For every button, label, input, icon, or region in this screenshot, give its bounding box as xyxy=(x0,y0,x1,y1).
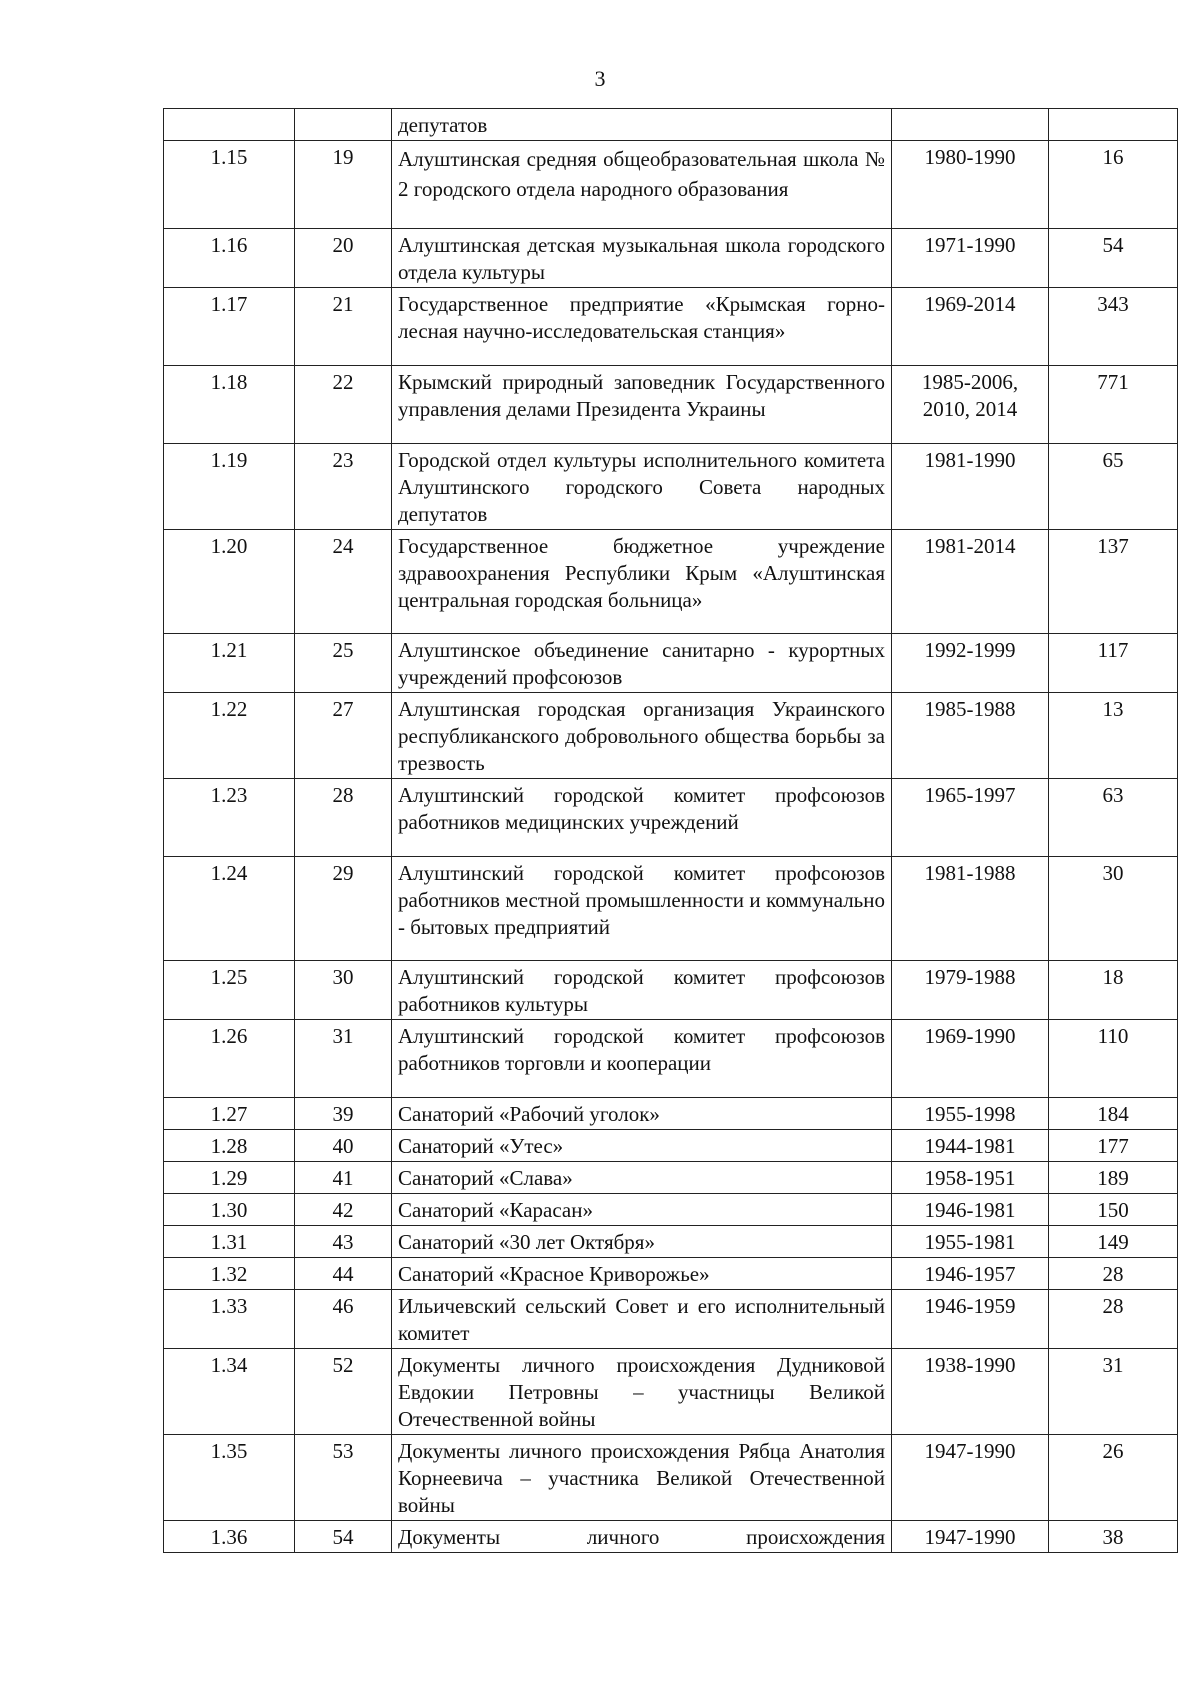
fund-name-cell: Документы личного происхождения Рябца Анатолия Корнеевича – участника Великой Отечественной войны xyxy=(392,1435,892,1521)
fund-number-cell: 22 xyxy=(295,366,392,444)
row-number-cell xyxy=(164,109,295,141)
row-number-cell: 1.15 xyxy=(164,141,295,229)
row-number-cell: 1.20 xyxy=(164,530,295,634)
fund-name-cell: Алуштинская средняя общеобразовательная школа № 2 городского отдела народного образования xyxy=(392,141,892,229)
row-number-cell: 1.26 xyxy=(164,1020,295,1098)
date-range-cell: 1958-1951 xyxy=(892,1162,1049,1194)
row-number-cell: 1.25 xyxy=(164,961,295,1020)
row-number-cell: 1.27 xyxy=(164,1098,295,1130)
date-range-cell: 1981-1988 xyxy=(892,857,1049,961)
table-row xyxy=(164,1435,1178,1521)
file-count-cell: 343 xyxy=(1049,288,1178,366)
file-count-cell: 28 xyxy=(1049,1258,1178,1290)
file-count-cell: 110 xyxy=(1049,1020,1178,1098)
fund-name-cell: Санаторий «Рабочий уголок» xyxy=(392,1098,892,1130)
date-range-cell: 1947-1990 xyxy=(892,1435,1049,1521)
fund-name-cell: Санаторий «Слава» xyxy=(392,1162,892,1194)
file-count-cell: 38 xyxy=(1049,1521,1178,1553)
file-count-cell: 31 xyxy=(1049,1349,1178,1435)
fund-number-cell: 41 xyxy=(295,1162,392,1194)
fund-number-cell: 46 xyxy=(295,1290,392,1349)
fund-number-cell: 29 xyxy=(295,857,392,961)
fund-name-cell: Алуштинский городской комитет профсоюзов работников культуры xyxy=(392,961,892,1020)
date-range-cell: 1965-1997 xyxy=(892,779,1049,857)
table-row xyxy=(164,1226,1178,1258)
date-range-cell: 1955-1981 xyxy=(892,1226,1049,1258)
table-row xyxy=(164,857,1178,961)
table-body xyxy=(164,109,1178,1553)
page-number: 3 xyxy=(594,66,606,91)
file-count-cell: 150 xyxy=(1049,1194,1178,1226)
file-count-cell: 184 xyxy=(1049,1098,1178,1130)
fund-number-cell: 23 xyxy=(295,444,392,530)
file-count-cell: 149 xyxy=(1049,1226,1178,1258)
fund-name-cell: Санаторий «30 лет Октября» xyxy=(392,1226,892,1258)
fund-name-cell: Ильичевский сельский Совет и его исполнительный комитет xyxy=(392,1290,892,1349)
fund-number-cell xyxy=(295,109,392,141)
row-number-cell: 1.28 xyxy=(164,1130,295,1162)
fund-name-cell: Алуштинский городской комитет профсоюзов работников местной промышленности и коммунально - бытовых предприятий xyxy=(392,857,892,961)
fund-name-cell: Санаторий «Карасан» xyxy=(392,1194,892,1226)
fund-name-cell: депутатов xyxy=(392,109,892,141)
file-count-cell: 137 xyxy=(1049,530,1178,634)
date-range-cell: 1944-1981 xyxy=(892,1130,1049,1162)
row-number-cell: 1.31 xyxy=(164,1226,295,1258)
fund-number-cell: 24 xyxy=(295,530,392,634)
row-number-cell: 1.22 xyxy=(164,693,295,779)
fund-number-cell: 42 xyxy=(295,1194,392,1226)
table-row xyxy=(164,366,1178,444)
fund-name-cell: Крымский природный заповедник Государственного управления делами Президента Украины xyxy=(392,366,892,444)
row-number-cell: 1.33 xyxy=(164,1290,295,1349)
table-row xyxy=(164,1130,1178,1162)
table-row xyxy=(164,288,1178,366)
file-count-cell: 771 xyxy=(1049,366,1178,444)
table-row xyxy=(164,141,1178,229)
fund-number-cell: 44 xyxy=(295,1258,392,1290)
table-row xyxy=(164,1349,1178,1435)
row-number-cell: 1.30 xyxy=(164,1194,295,1226)
fund-name-cell: Санаторий «Утес» xyxy=(392,1130,892,1162)
row-number-cell: 1.24 xyxy=(164,857,295,961)
table-row xyxy=(164,1020,1178,1098)
fund-number-cell: 43 xyxy=(295,1226,392,1258)
file-count-cell: 13 xyxy=(1049,693,1178,779)
date-range-cell: 1981-1990 xyxy=(892,444,1049,530)
table-row xyxy=(164,1194,1178,1226)
date-range-cell: 1969-1990 xyxy=(892,1020,1049,1098)
fund-name-cell: Городской отдел культуры исполнительного комитета Алуштинского городского Совета народных депутатов xyxy=(392,444,892,530)
fund-number-cell: 28 xyxy=(295,779,392,857)
fund-name-cell: Документы личного происхождения Дудниковой Евдокии Петровны – участницы Великой Отечественной войны xyxy=(392,1349,892,1435)
date-range-cell: 1955-1998 xyxy=(892,1098,1049,1130)
file-count-cell: 117 xyxy=(1049,634,1178,693)
row-number-cell: 1.19 xyxy=(164,444,295,530)
file-count-cell: 16 xyxy=(1049,141,1178,229)
file-count-cell: 18 xyxy=(1049,961,1178,1020)
row-number-cell: 1.35 xyxy=(164,1435,295,1521)
file-count-cell: 63 xyxy=(1049,779,1178,857)
fund-number-cell: 54 xyxy=(295,1521,392,1553)
row-number-cell: 1.17 xyxy=(164,288,295,366)
date-range-cell: 1979-1988 xyxy=(892,961,1049,1020)
file-count-cell: 26 xyxy=(1049,1435,1178,1521)
table-row xyxy=(164,634,1178,693)
date-range-cell: 1971-1990 xyxy=(892,229,1049,288)
table-row xyxy=(164,1098,1178,1130)
table-row xyxy=(164,109,1178,141)
file-count-cell: 28 xyxy=(1049,1290,1178,1349)
date-range-cell: 1946-1959 xyxy=(892,1290,1049,1349)
fund-name-cell: Государственное бюджетное учреждение здравоохранения Республики Крым «Алуштинская центральная городская больница» xyxy=(392,530,892,634)
file-count-cell: 189 xyxy=(1049,1162,1178,1194)
fund-number-cell: 20 xyxy=(295,229,392,288)
row-number-cell: 1.21 xyxy=(164,634,295,693)
table-row xyxy=(164,1258,1178,1290)
row-number-cell: 1.29 xyxy=(164,1162,295,1194)
date-range-cell: 1969-2014 xyxy=(892,288,1049,366)
date-range-cell: 1985-2006, 2010, 2014 xyxy=(892,366,1049,444)
fund-number-cell: 21 xyxy=(295,288,392,366)
fund-number-cell: 52 xyxy=(295,1349,392,1435)
fund-number-cell: 19 xyxy=(295,141,392,229)
row-number-cell: 1.34 xyxy=(164,1349,295,1435)
row-number-cell: 1.36 xyxy=(164,1521,295,1553)
table-row xyxy=(164,693,1178,779)
fund-name-cell: Санаторий «Красное Криворожье» xyxy=(392,1258,892,1290)
fund-number-cell: 39 xyxy=(295,1098,392,1130)
table-row xyxy=(164,961,1178,1020)
fund-number-cell: 53 xyxy=(295,1435,392,1521)
table-row xyxy=(164,1521,1178,1553)
table-row xyxy=(164,229,1178,288)
file-count-cell: 30 xyxy=(1049,857,1178,961)
date-range-cell: 1947-1990 xyxy=(892,1521,1049,1553)
file-count-cell: 177 xyxy=(1049,1130,1178,1162)
fund-name-cell: Алуштинский городской комитет профсоюзов работников торговли и кооперации xyxy=(392,1020,892,1098)
table-row xyxy=(164,1290,1178,1349)
date-range-cell: 1980-1990 xyxy=(892,141,1049,229)
date-range-cell: 1946-1981 xyxy=(892,1194,1049,1226)
fund-name-cell: Алуштинская городская организация Украинского республиканского добровольного общества борьбы за трезвость xyxy=(392,693,892,779)
file-count-cell xyxy=(1049,109,1178,141)
row-number-cell: 1.32 xyxy=(164,1258,295,1290)
row-number-cell: 1.23 xyxy=(164,779,295,857)
table-row xyxy=(164,444,1178,530)
table-row xyxy=(164,530,1178,634)
table-row xyxy=(164,1162,1178,1194)
file-count-cell: 65 xyxy=(1049,444,1178,530)
date-range-cell: 1992-1999 xyxy=(892,634,1049,693)
fund-name-cell: Алуштинская детская музыкальная школа городского отдела культуры xyxy=(392,229,892,288)
date-range-cell: 1938-1990 xyxy=(892,1349,1049,1435)
row-number-cell: 1.18 xyxy=(164,366,295,444)
date-range-cell: 1981-2014 xyxy=(892,530,1049,634)
fund-number-cell: 30 xyxy=(295,961,392,1020)
file-count-cell: 54 xyxy=(1049,229,1178,288)
fund-number-cell: 31 xyxy=(295,1020,392,1098)
fund-number-cell: 40 xyxy=(295,1130,392,1162)
archive-funds-table xyxy=(163,108,1178,1553)
date-range-cell xyxy=(892,109,1049,141)
table-row xyxy=(164,779,1178,857)
fund-number-cell: 27 xyxy=(295,693,392,779)
row-number-cell: 1.16 xyxy=(164,229,295,288)
fund-name-cell: Алуштинский городской комитет профсоюзов работников медицинских учреждений xyxy=(392,779,892,857)
fund-name-cell: Документы личного происхождения xyxy=(392,1521,892,1553)
date-range-cell: 1946-1957 xyxy=(892,1258,1049,1290)
fund-name-cell: Алуштинское объединение санитарно - курортных учреждений профсоюзов xyxy=(392,634,892,693)
fund-number-cell: 25 xyxy=(295,634,392,693)
date-range-cell: 1985-1988 xyxy=(892,693,1049,779)
fund-name-cell: Государственное предприятие «Крымская горно-лесная научно-исследовательская станция» xyxy=(392,288,892,366)
